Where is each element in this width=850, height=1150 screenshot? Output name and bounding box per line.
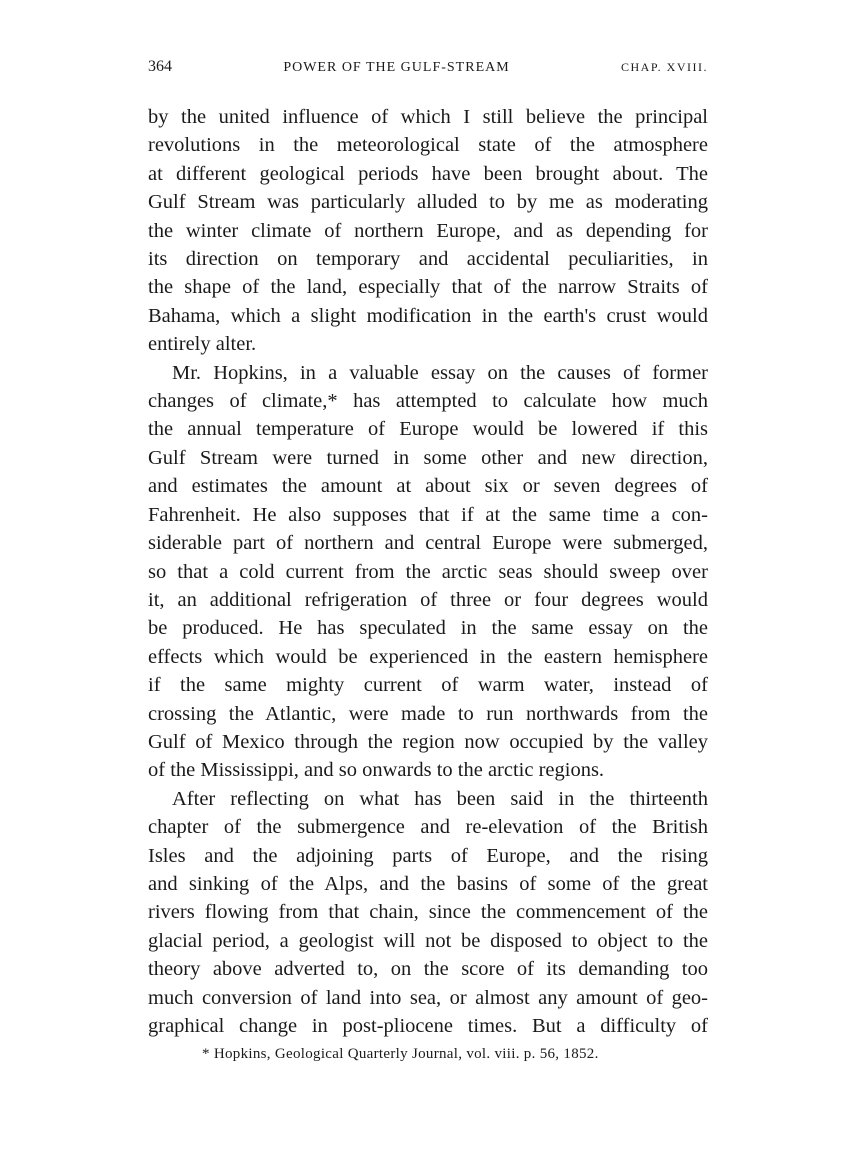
text-line: crossing the Atlantic, were made to run northwards from the (148, 702, 708, 725)
text-line: siderable part of northern and central Europe were submerged, (148, 532, 708, 555)
paragraph-first-line: Mr. Hopkins, in a valuable essay on the causes of former (172, 361, 708, 384)
text-line: revolutions in the meteorological state of the atmosphere (148, 134, 708, 157)
paragraph-first-line: After reflecting on what has been said in the thirteenth (172, 787, 708, 810)
text-line: the winter climate of northern Europe, and as depending for (148, 219, 708, 242)
text-line: Fahrenheit. He also supposes that if at the same time a con- (148, 503, 708, 526)
text-line: and estimates the amount at about six or seven degrees of (148, 475, 708, 498)
running-title: POWER OF THE GULF-STREAM (283, 60, 510, 75)
footnote: * Hopkins, Geological Quarterly Journal, vol. viii. p. 56, 1852. (202, 1046, 599, 1063)
text-line: Gulf of Mexico through the region now occupied by the valley (148, 730, 708, 753)
text-line: graphical change in post-pliocene times. But a difficulty of (148, 1015, 708, 1037)
text-line: effects which would be experienced in the eastern hemisphere (148, 645, 708, 668)
text-line: rivers flowing from that chain, since the commencement of the (148, 901, 708, 924)
text-line: Gulf Stream was particularly alluded to by me as moderating (148, 191, 708, 214)
text-line: theory above adverted to, on the score of its demanding too (148, 958, 708, 981)
chapter-label: CHAP. XVIII. (621, 60, 708, 74)
text-line: of the Mississippi, and so onwards to the arctic regions. (148, 759, 605, 782)
text-line: by the united influence of which I still believe the principal (148, 106, 708, 128)
text-line: the shape of the land, especially that of the narrow Straits of (148, 276, 708, 299)
text-line: changes of climate,* has attempted to calculate how much (148, 390, 708, 413)
text-line: glacial period, a geologist will not be disposed to object to the (148, 929, 708, 952)
running-header (148, 58, 708, 86)
text-line: it, an additional refrigeration of three or four degrees would (148, 588, 708, 611)
text-line: if the same mighty current of warm water, instead of (148, 674, 708, 697)
text-line: much conversion of land into sea, or almost any amount of geo- (148, 986, 708, 1009)
text-line: Isles and the adjoining parts of Europe, and the rising (148, 844, 708, 867)
text-line: the annual temperature of Europe would be lowered if this (148, 418, 708, 441)
text-line: Bahama, which a slight modification in the earth's crust would (148, 304, 708, 327)
text-line: entirely alter. (148, 333, 257, 356)
text-line: and sinking of the Alps, and the basins of some of the great (148, 872, 708, 895)
book-page (148, 58, 708, 1063)
text-line: Gulf Stream were turned in some other and new direction, (148, 446, 708, 469)
text-line: its direction on temporary and accidental peculiarities, in (148, 248, 708, 271)
body-text (148, 103, 708, 1040)
text-line: chapter of the submergence and re-elevation of the British (148, 816, 708, 839)
text-line: at different geological periods have been brought about. The (148, 162, 708, 185)
text-line: be produced. He has speculated in the same essay on the (148, 617, 708, 640)
text-line: so that a cold current from the arctic seas should sweep over (148, 560, 708, 583)
page-number: 364 (148, 58, 172, 75)
